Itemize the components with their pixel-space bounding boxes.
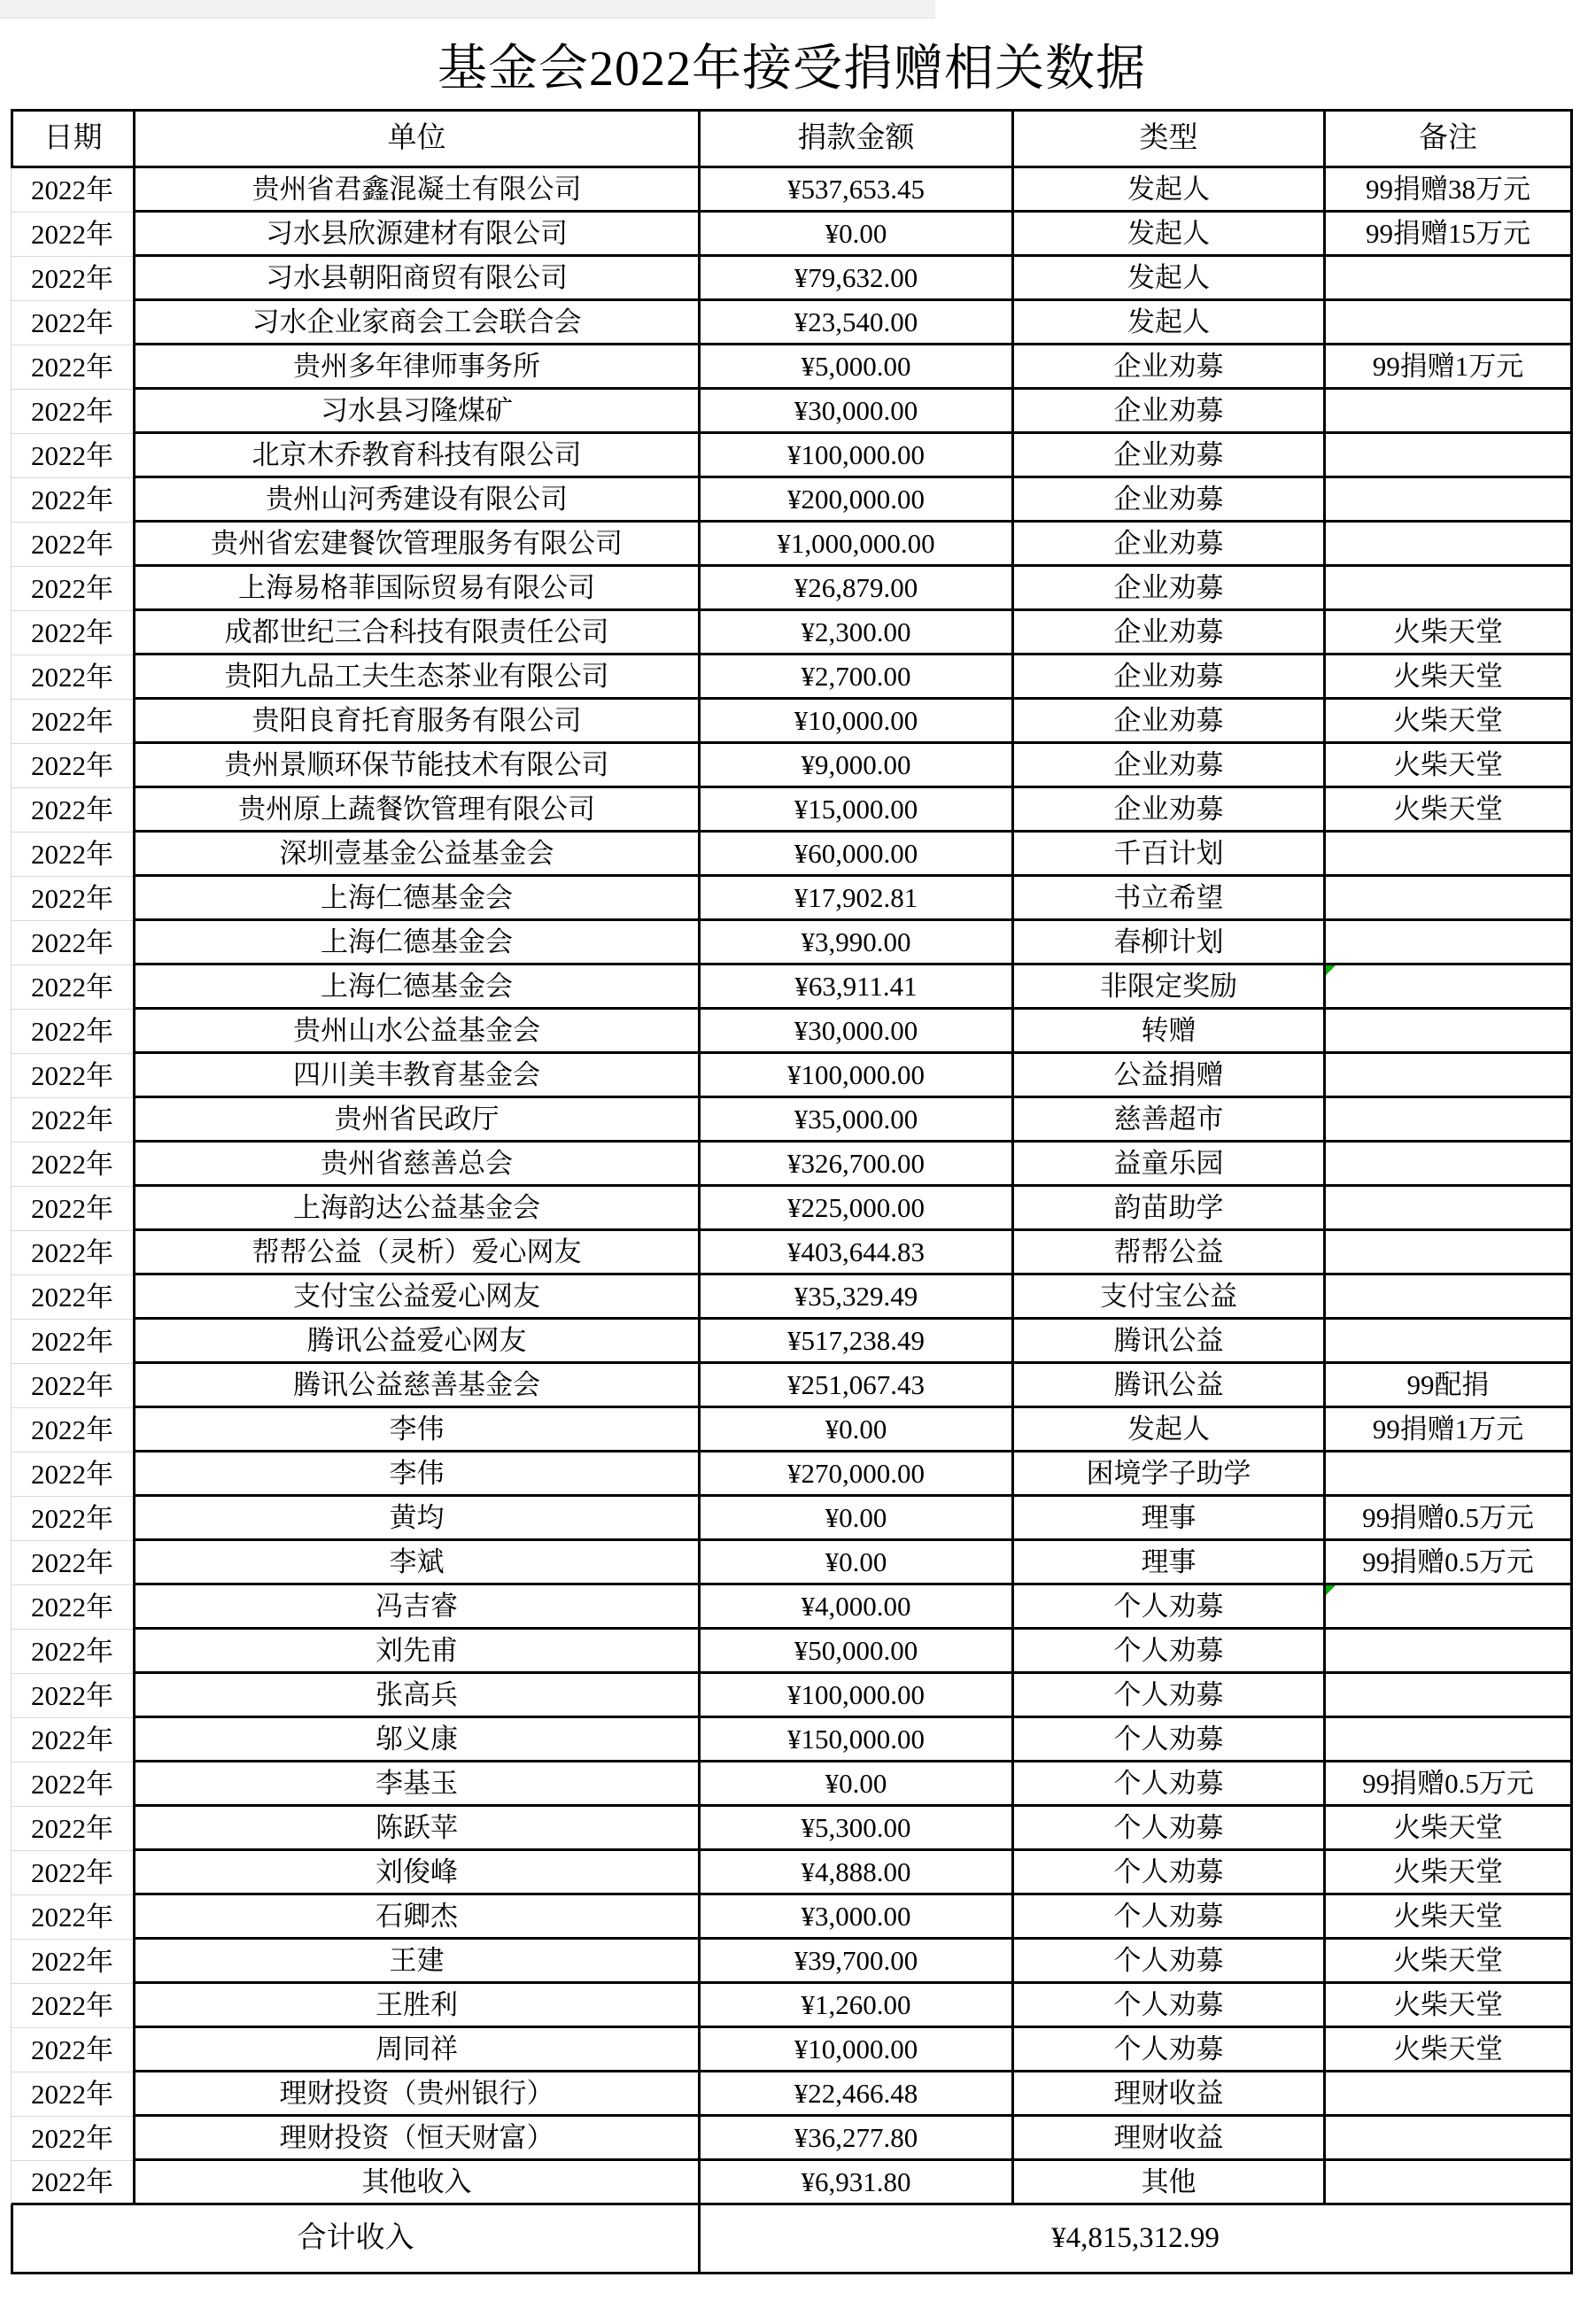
cell-unit: 贵州山水公益基金会 bbox=[133, 1010, 698, 1054]
cell-type: 发起人 bbox=[1011, 168, 1323, 213]
cell-amount: ¥2,300.00 bbox=[698, 611, 1011, 655]
cell-remark bbox=[1323, 1630, 1573, 1674]
cell-unit: 上海韵达公益基金会 bbox=[133, 1187, 698, 1231]
cell-unit: 贵州山河秀建设有限公司 bbox=[133, 478, 698, 523]
cell-type: 个人劝募 bbox=[1011, 1984, 1323, 2028]
cell-date: 2022年 bbox=[11, 877, 133, 921]
cell-remark bbox=[1323, 1054, 1573, 1098]
cell-amount: ¥5,300.00 bbox=[698, 1807, 1011, 1851]
cell-amount: ¥39,700.00 bbox=[698, 1940, 1011, 1984]
cell-amount: ¥0.00 bbox=[698, 1762, 1011, 1807]
cell-remark: 火柴天堂 bbox=[1323, 2028, 1573, 2072]
cell-amount: ¥30,000.00 bbox=[698, 1010, 1011, 1054]
cell-unit: 李伟 bbox=[133, 1452, 698, 1497]
cell-date: 2022年 bbox=[11, 833, 133, 877]
table-row bbox=[11, 1585, 1573, 1630]
cell-type: 企业劝募 bbox=[1011, 478, 1323, 523]
cell-remark bbox=[1323, 301, 1573, 345]
cell-unit: 刘先甫 bbox=[133, 1630, 698, 1674]
cell-date: 2022年 bbox=[11, 390, 133, 434]
cell-type: 理财收益 bbox=[1011, 2072, 1323, 2117]
cell-amount: ¥100,000.00 bbox=[698, 1674, 1011, 1718]
table-row bbox=[11, 611, 1573, 655]
cell-date: 2022年 bbox=[11, 1895, 133, 1940]
cell-unit: 贵阳九品工夫生态茶业有限公司 bbox=[133, 655, 698, 700]
table-row bbox=[11, 655, 1573, 700]
cell-unit: 四川美丰教育基金会 bbox=[133, 1054, 698, 1098]
cell-unit: 贵州多年律师事务所 bbox=[133, 345, 698, 390]
cell-date: 2022年 bbox=[11, 1320, 133, 1364]
cell-unit: 深圳壹基金公益基金会 bbox=[133, 833, 698, 877]
cell-remark bbox=[1323, 1187, 1573, 1231]
cell-remark bbox=[1323, 390, 1573, 434]
cell-type: 企业劝募 bbox=[1011, 788, 1323, 833]
cell-amount: ¥150,000.00 bbox=[698, 1718, 1011, 1762]
cell-unit: 贵州景顺环保节能技术有限公司 bbox=[133, 744, 698, 788]
cell-remark bbox=[1323, 1452, 1573, 1497]
cell-remark: 99捐赠1万元 bbox=[1323, 345, 1573, 390]
cell-amount: ¥3,000.00 bbox=[698, 1895, 1011, 1940]
cell-date: 2022年 bbox=[11, 1231, 133, 1275]
cell-remark bbox=[1323, 1320, 1573, 1364]
cell-amount: ¥15,000.00 bbox=[698, 788, 1011, 833]
cell-amount: ¥0.00 bbox=[698, 1497, 1011, 1541]
cell-amount: ¥100,000.00 bbox=[698, 1054, 1011, 1098]
cell-amount: ¥3,990.00 bbox=[698, 921, 1011, 965]
total-label-cell: 合计收入 bbox=[11, 2205, 698, 2274]
column-header-unit: 单位 bbox=[133, 109, 698, 168]
cell-remark bbox=[1323, 1674, 1573, 1718]
cell-date: 2022年 bbox=[11, 257, 133, 301]
cell-unit: 上海易格菲国际贸易有限公司 bbox=[133, 567, 698, 611]
cell-unit: 贵州省宏建餐饮管理服务有限公司 bbox=[133, 523, 698, 567]
cell-remark: 99捐赠0.5万元 bbox=[1323, 1762, 1573, 1807]
cell-amount: ¥26,879.00 bbox=[698, 567, 1011, 611]
cell-type: 千百计划 bbox=[1011, 833, 1323, 877]
cell-type: 公益捐赠 bbox=[1011, 1054, 1323, 1098]
cell-type: 慈善超市 bbox=[1011, 1098, 1323, 1143]
cell-amount: ¥0.00 bbox=[698, 1408, 1011, 1452]
cell-type: 困境学子助学 bbox=[1011, 1452, 1323, 1497]
cell-date: 2022年 bbox=[11, 1098, 133, 1143]
cell-unit: 贵州省民政厅 bbox=[133, 1098, 698, 1143]
table-row bbox=[11, 1762, 1573, 1807]
cell-type: 个人劝募 bbox=[1011, 1718, 1323, 1762]
cell-type: 企业劝募 bbox=[1011, 523, 1323, 567]
cell-date: 2022年 bbox=[11, 788, 133, 833]
cell-date: 2022年 bbox=[11, 478, 133, 523]
table-row bbox=[11, 1452, 1573, 1497]
cell-type: 个人劝募 bbox=[1011, 1895, 1323, 1940]
cell-remark bbox=[1323, 257, 1573, 301]
table-row bbox=[11, 1541, 1573, 1585]
cell-unit: 腾讯公益爱心网友 bbox=[133, 1320, 698, 1364]
cell-amount: ¥0.00 bbox=[698, 213, 1011, 257]
cell-amount: ¥10,000.00 bbox=[698, 2028, 1011, 2072]
error-indicator-icon bbox=[1326, 965, 1336, 975]
table-row bbox=[11, 921, 1573, 965]
cell-unit: 习水县习隆煤矿 bbox=[133, 390, 698, 434]
cell-type: 发起人 bbox=[1011, 257, 1323, 301]
cell-type: 春柳计划 bbox=[1011, 921, 1323, 965]
cell-date: 2022年 bbox=[11, 1940, 133, 1984]
cell-amount: ¥200,000.00 bbox=[698, 478, 1011, 523]
cell-unit: 王建 bbox=[133, 1940, 698, 1984]
table-row bbox=[11, 1275, 1573, 1320]
cell-date: 2022年 bbox=[11, 523, 133, 567]
cell-unit: 李基玉 bbox=[133, 1762, 698, 1807]
cell-unit: 上海仁德基金会 bbox=[133, 877, 698, 921]
cell-unit: 李伟 bbox=[133, 1408, 698, 1452]
error-indicator-icon bbox=[1326, 1585, 1336, 1595]
cell-amount: ¥10,000.00 bbox=[698, 700, 1011, 744]
table-row bbox=[11, 1408, 1573, 1452]
table-row bbox=[11, 434, 1573, 478]
cell-unit: 上海仁德基金会 bbox=[133, 921, 698, 965]
cell-date: 2022年 bbox=[11, 2161, 133, 2205]
cell-unit: 邬义康 bbox=[133, 1718, 698, 1762]
cell-unit: 张高兵 bbox=[133, 1674, 698, 1718]
page-title: 基金会2022年接受捐赠相关数据 bbox=[438, 41, 1146, 97]
cell-remark bbox=[1323, 478, 1573, 523]
cell-type: 个人劝募 bbox=[1011, 1851, 1323, 1895]
cell-type: 非限定奖励 bbox=[1011, 965, 1323, 1010]
cell-remark bbox=[1323, 1275, 1573, 1320]
cell-amount: ¥225,000.00 bbox=[698, 1187, 1011, 1231]
cell-type: 企业劝募 bbox=[1011, 345, 1323, 390]
cell-amount: ¥79,632.00 bbox=[698, 257, 1011, 301]
cell-remark: 99配捐 bbox=[1323, 1364, 1573, 1408]
cell-type: 理事 bbox=[1011, 1497, 1323, 1541]
cell-remark: 火柴天堂 bbox=[1323, 1895, 1573, 1940]
cell-amount: ¥1,000,000.00 bbox=[698, 523, 1011, 567]
cell-date: 2022年 bbox=[11, 1851, 133, 1895]
table-row bbox=[11, 1497, 1573, 1541]
cell-unit: 李斌 bbox=[133, 1541, 698, 1585]
cell-remark bbox=[1323, 1585, 1573, 1630]
cell-type: 个人劝募 bbox=[1011, 1674, 1323, 1718]
cell-type: 书立希望 bbox=[1011, 877, 1323, 921]
cell-type: 个人劝募 bbox=[1011, 1585, 1323, 1630]
table-row bbox=[11, 1851, 1573, 1895]
cell-unit: 贵州原上蔬餐饮管理有限公司 bbox=[133, 788, 698, 833]
table-row bbox=[11, 390, 1573, 434]
cell-amount: ¥0.00 bbox=[698, 1541, 1011, 1585]
total-amount-cell: ¥4,815,312.99 bbox=[698, 2205, 1573, 2274]
cell-amount: ¥9,000.00 bbox=[698, 744, 1011, 788]
cell-type: 其他 bbox=[1011, 2161, 1323, 2205]
cell-remark bbox=[1323, 921, 1573, 965]
cell-remark bbox=[1323, 2161, 1573, 2205]
cell-date: 2022年 bbox=[11, 1275, 133, 1320]
table-row bbox=[11, 478, 1573, 523]
cell-remark: 火柴天堂 bbox=[1323, 1851, 1573, 1895]
table-row bbox=[11, 1098, 1573, 1143]
cell-unit: 冯吉睿 bbox=[133, 1585, 698, 1630]
cell-date: 2022年 bbox=[11, 1364, 133, 1408]
table-row bbox=[11, 257, 1573, 301]
cell-type: 理事 bbox=[1011, 1541, 1323, 1585]
cell-date: 2022年 bbox=[11, 345, 133, 390]
cell-type: 转赠 bbox=[1011, 1010, 1323, 1054]
table-row bbox=[11, 1010, 1573, 1054]
cell-amount: ¥6,931.80 bbox=[698, 2161, 1011, 2205]
cell-remark: 99捐赠1万元 bbox=[1323, 1408, 1573, 1452]
cell-type: 腾讯公益 bbox=[1011, 1320, 1323, 1364]
cell-type: 理财收益 bbox=[1011, 2117, 1323, 2161]
table-row bbox=[11, 567, 1573, 611]
table-row bbox=[11, 744, 1573, 788]
cell-date: 2022年 bbox=[11, 2028, 133, 2072]
cell-date: 2022年 bbox=[11, 1630, 133, 1674]
cell-unit: 北京木乔教育科技有限公司 bbox=[133, 434, 698, 478]
cell-unit: 其他收入 bbox=[133, 2161, 698, 2205]
cell-unit: 陈跃苹 bbox=[133, 1807, 698, 1851]
cell-unit: 周同祥 bbox=[133, 2028, 698, 2072]
table-row bbox=[11, 2072, 1573, 2117]
cell-unit: 习水县欣源建材有限公司 bbox=[133, 213, 698, 257]
cell-remark bbox=[1323, 1098, 1573, 1143]
cell-amount: ¥1,260.00 bbox=[698, 1984, 1011, 2028]
table-row bbox=[11, 345, 1573, 390]
table-header-row bbox=[11, 109, 1573, 168]
column-header-amount: 捐款金额 bbox=[698, 109, 1011, 168]
cell-type: 企业劝募 bbox=[1011, 700, 1323, 744]
cell-date: 2022年 bbox=[11, 1807, 133, 1851]
cell-type: 企业劝募 bbox=[1011, 655, 1323, 700]
cell-type: 支付宝公益 bbox=[1011, 1275, 1323, 1320]
table-row bbox=[11, 700, 1573, 744]
table-row bbox=[11, 168, 1573, 213]
table-row bbox=[11, 1320, 1573, 1364]
cell-type: 企业劝募 bbox=[1011, 434, 1323, 478]
cell-unit: 贵州省慈善总会 bbox=[133, 1143, 698, 1187]
cell-unit: 帮帮公益（灵析）爱心网友 bbox=[133, 1231, 698, 1275]
cell-remark: 99捐赠15万元 bbox=[1323, 213, 1573, 257]
cell-remark: 99捐赠0.5万元 bbox=[1323, 1497, 1573, 1541]
cell-amount: ¥36,277.80 bbox=[698, 2117, 1011, 2161]
table-row bbox=[11, 877, 1573, 921]
cell-date: 2022年 bbox=[11, 1054, 133, 1098]
cell-unit: 习水企业家商会工会联合会 bbox=[133, 301, 698, 345]
title-row bbox=[11, 19, 1573, 109]
cell-amount: ¥63,911.41 bbox=[698, 965, 1011, 1010]
cell-date: 2022年 bbox=[11, 1585, 133, 1630]
table-row bbox=[11, 2028, 1573, 2072]
cell-type: 企业劝募 bbox=[1011, 611, 1323, 655]
cell-amount: ¥35,000.00 bbox=[698, 1098, 1011, 1143]
cell-type: 个人劝募 bbox=[1011, 1807, 1323, 1851]
cell-date: 2022年 bbox=[11, 744, 133, 788]
cell-remark bbox=[1323, 523, 1573, 567]
table-row bbox=[11, 1187, 1573, 1231]
cell-amount: ¥403,644.83 bbox=[698, 1231, 1011, 1275]
cell-amount: ¥537,653.45 bbox=[698, 168, 1011, 213]
cell-remark: 火柴天堂 bbox=[1323, 744, 1573, 788]
cell-remark bbox=[1323, 965, 1573, 1010]
cell-remark bbox=[1323, 2072, 1573, 2117]
cell-amount: ¥30,000.00 bbox=[698, 390, 1011, 434]
cell-type: 发起人 bbox=[1011, 213, 1323, 257]
column-header-date: 日期 bbox=[11, 109, 133, 168]
cell-remark bbox=[1323, 1010, 1573, 1054]
table-row bbox=[11, 2117, 1573, 2161]
table-row bbox=[11, 833, 1573, 877]
cell-date: 2022年 bbox=[11, 1762, 133, 1807]
cell-unit: 王胜利 bbox=[133, 1984, 698, 2028]
column-header-remark: 备注 bbox=[1323, 109, 1573, 168]
cell-remark: 火柴天堂 bbox=[1323, 1984, 1573, 2028]
cell-date: 2022年 bbox=[11, 655, 133, 700]
cell-remark bbox=[1323, 434, 1573, 478]
cell-amount: ¥100,000.00 bbox=[698, 434, 1011, 478]
cell-date: 2022年 bbox=[11, 921, 133, 965]
cell-remark bbox=[1323, 1231, 1573, 1275]
cell-date: 2022年 bbox=[11, 1674, 133, 1718]
cell-date: 2022年 bbox=[11, 965, 133, 1010]
cell-remark bbox=[1323, 833, 1573, 877]
total-row bbox=[11, 2205, 1573, 2274]
cell-unit: 黄均 bbox=[133, 1497, 698, 1541]
table-row bbox=[11, 1630, 1573, 1674]
cell-date: 2022年 bbox=[11, 567, 133, 611]
cell-remark bbox=[1323, 877, 1573, 921]
cell-unit: 贵州省君鑫混凝土有限公司 bbox=[133, 168, 698, 213]
cell-date: 2022年 bbox=[11, 301, 133, 345]
cell-type: 企业劝募 bbox=[1011, 567, 1323, 611]
cell-type: 个人劝募 bbox=[1011, 1940, 1323, 1984]
cell-remark: 火柴天堂 bbox=[1323, 611, 1573, 655]
cell-unit: 腾讯公益慈善基金会 bbox=[133, 1364, 698, 1408]
cell-amount: ¥2,700.00 bbox=[698, 655, 1011, 700]
table-row bbox=[11, 1054, 1573, 1098]
cell-type: 企业劝募 bbox=[1011, 390, 1323, 434]
cell-date: 2022年 bbox=[11, 2072, 133, 2117]
column-header-type: 类型 bbox=[1011, 109, 1323, 168]
cell-type: 腾讯公益 bbox=[1011, 1364, 1323, 1408]
cell-date: 2022年 bbox=[11, 168, 133, 213]
cell-date: 2022年 bbox=[11, 1718, 133, 1762]
cell-amount: ¥517,238.49 bbox=[698, 1320, 1011, 1364]
cell-amount: ¥270,000.00 bbox=[698, 1452, 1011, 1497]
cell-amount: ¥4,888.00 bbox=[698, 1851, 1011, 1895]
cell-remark: 99捐赠0.5万元 bbox=[1323, 1541, 1573, 1585]
cell-date: 2022年 bbox=[11, 2117, 133, 2161]
cell-date: 2022年 bbox=[11, 1984, 133, 2028]
cell-date: 2022年 bbox=[11, 213, 133, 257]
table-row bbox=[11, 301, 1573, 345]
cell-type: 企业劝募 bbox=[1011, 744, 1323, 788]
cell-unit: 习水县朝阳商贸有限公司 bbox=[133, 257, 698, 301]
cell-type: 帮帮公益 bbox=[1011, 1231, 1323, 1275]
cell-type: 韵苗助学 bbox=[1011, 1187, 1323, 1231]
cell-date: 2022年 bbox=[11, 434, 133, 478]
table-row bbox=[11, 1143, 1573, 1187]
cell-type: 发起人 bbox=[1011, 301, 1323, 345]
cell-date: 2022年 bbox=[11, 1541, 133, 1585]
cell-type: 发起人 bbox=[1011, 1408, 1323, 1452]
cell-type: 个人劝募 bbox=[1011, 2028, 1323, 2072]
cell-amount: ¥22,466.48 bbox=[698, 2072, 1011, 2117]
cell-remark: 火柴天堂 bbox=[1323, 1807, 1573, 1851]
table-row bbox=[11, 213, 1573, 257]
table-row bbox=[11, 1674, 1573, 1718]
cell-remark: 火柴天堂 bbox=[1323, 788, 1573, 833]
cell-amount: ¥35,329.49 bbox=[698, 1275, 1011, 1320]
cell-date: 2022年 bbox=[11, 1187, 133, 1231]
table-row bbox=[11, 523, 1573, 567]
cell-amount: ¥326,700.00 bbox=[698, 1143, 1011, 1187]
cell-date: 2022年 bbox=[11, 1143, 133, 1187]
cell-date: 2022年 bbox=[11, 611, 133, 655]
cell-unit: 理财投资（贵州银行） bbox=[133, 2072, 698, 2117]
sheet-margin-strip bbox=[0, 0, 935, 19]
cell-amount: ¥60,000.00 bbox=[698, 833, 1011, 877]
cell-remark bbox=[1323, 1143, 1573, 1187]
cell-amount: ¥23,540.00 bbox=[698, 301, 1011, 345]
cell-remark: 99捐赠38万元 bbox=[1323, 168, 1573, 213]
table-row bbox=[11, 2161, 1573, 2205]
cell-amount: ¥251,067.43 bbox=[698, 1364, 1011, 1408]
table-row bbox=[11, 1940, 1573, 1984]
cell-unit: 石卿杰 bbox=[133, 1895, 698, 1940]
cell-unit: 刘俊峰 bbox=[133, 1851, 698, 1895]
cell-amount: ¥50,000.00 bbox=[698, 1630, 1011, 1674]
cell-remark: 火柴天堂 bbox=[1323, 1940, 1573, 1984]
cell-date: 2022年 bbox=[11, 1010, 133, 1054]
cell-date: 2022年 bbox=[11, 1497, 133, 1541]
cell-unit: 支付宝公益爱心网友 bbox=[133, 1275, 698, 1320]
cell-unit: 成都世纪三合科技有限责任公司 bbox=[133, 611, 698, 655]
cell-unit: 理财投资（恒天财富） bbox=[133, 2117, 698, 2161]
cell-unit: 上海仁德基金会 bbox=[133, 965, 698, 1010]
cell-remark bbox=[1323, 1718, 1573, 1762]
table-row bbox=[11, 1231, 1573, 1275]
cell-type: 个人劝募 bbox=[1011, 1762, 1323, 1807]
cell-date: 2022年 bbox=[11, 1452, 133, 1497]
cell-type: 益童乐园 bbox=[1011, 1143, 1323, 1187]
table-row bbox=[11, 1895, 1573, 1940]
cell-type: 个人劝募 bbox=[1011, 1630, 1323, 1674]
cell-amount: ¥4,000.00 bbox=[698, 1585, 1011, 1630]
cell-amount: ¥17,902.81 bbox=[698, 877, 1011, 921]
table-row bbox=[11, 1364, 1573, 1408]
table-row bbox=[11, 965, 1573, 1010]
cell-unit: 贵阳良育托育服务有限公司 bbox=[133, 700, 698, 744]
cell-remark: 火柴天堂 bbox=[1323, 655, 1573, 700]
cell-date: 2022年 bbox=[11, 700, 133, 744]
table-body bbox=[11, 168, 1573, 2205]
cell-amount: ¥5,000.00 bbox=[698, 345, 1011, 390]
donation-table bbox=[11, 19, 1573, 2274]
table-row bbox=[11, 1807, 1573, 1851]
cell-remark bbox=[1323, 2117, 1573, 2161]
cell-remark: 火柴天堂 bbox=[1323, 700, 1573, 744]
table-row bbox=[11, 1718, 1573, 1762]
table-row bbox=[11, 788, 1573, 833]
table-row bbox=[11, 1984, 1573, 2028]
cell-remark bbox=[1323, 567, 1573, 611]
cell-date: 2022年 bbox=[11, 1408, 133, 1452]
